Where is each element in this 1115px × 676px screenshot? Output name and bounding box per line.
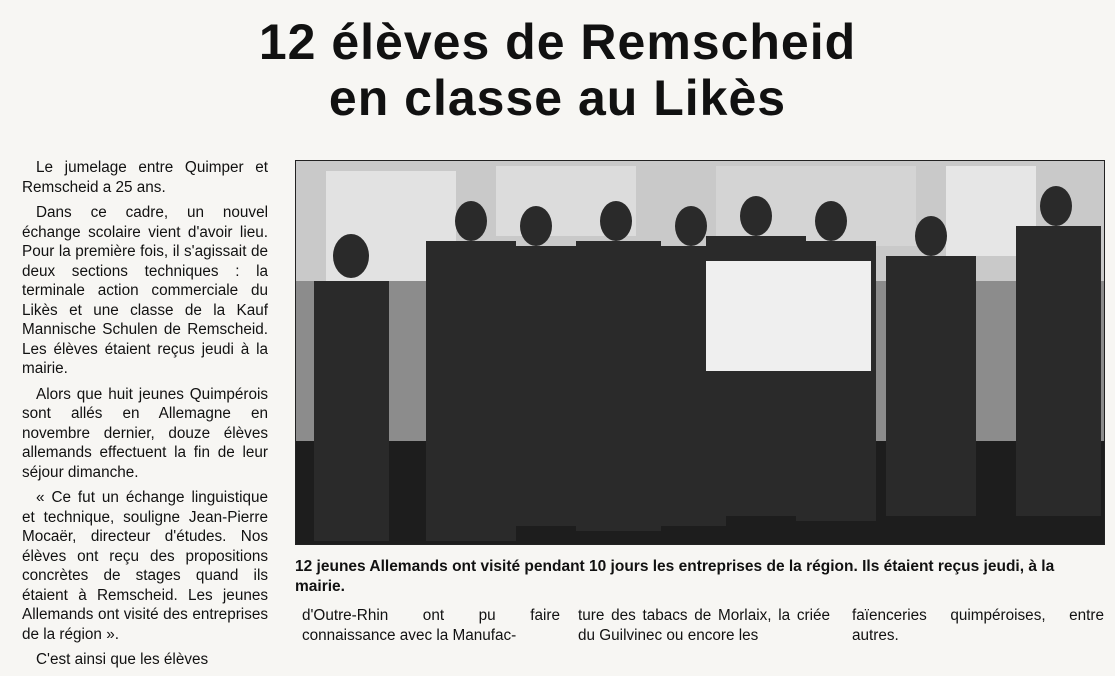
paragraph: Dans ce cadre, un nouvel échange scolaire vient d'avoir lieu. Pour la première fois, il s'agissait de deux sections techniques : la terminale action commerciale du Likès et une classe de la Kauf Mannische Schulen de Remscheid. Les élèves étaient reçus jeudi à la mairie. bbox=[22, 204, 268, 377]
paragraph: C'est ainsi que les élèves bbox=[36, 651, 209, 668]
paragraph: « Ce fut un échange linguistique et technique, souligne Jean-Pierre Mocaër, directeur d'études. Nos élèves ont reçu des propositions concrètes de stages quand ils étaient à Remscheid. Les jeunes Allemands ont visité des entreprises de la région ». bbox=[22, 489, 268, 643]
paragraph: Le jumelage entre Quimper et Remscheid a 25 ans. bbox=[22, 159, 268, 196]
headline-line-1: 12 élèves de Remscheid bbox=[258, 14, 857, 70]
group-photo bbox=[295, 160, 1105, 545]
article-headline bbox=[0, 14, 1115, 126]
bottom-column-3: faïenceries quimpéroises, entre autres. bbox=[852, 607, 1104, 644]
bottom-column-1: d'Outre-Rhin ont pu faire connaissance avec la Manufac- bbox=[302, 607, 560, 644]
paragraph: Alors que huit jeunes Quimpérois sont allés en Allemagne en novembre dernier, douze élèves allemands effectuent la fin de leur séjour dimanche. bbox=[22, 385, 268, 481]
bottom-column-2: ture des tabacs de Morlaix, la criée du Guilvinec ou encore les bbox=[578, 607, 830, 644]
photo-caption: 12 jeunes Allemands ont visité pendant 10 jours les entreprises de la région. Ils étaient reçus jeudi, à la mairie. bbox=[295, 558, 1055, 595]
group-photo-illustration bbox=[296, 161, 1104, 544]
article-left-column bbox=[22, 158, 268, 676]
headline-line-2: en classe au Likès bbox=[328, 70, 787, 126]
